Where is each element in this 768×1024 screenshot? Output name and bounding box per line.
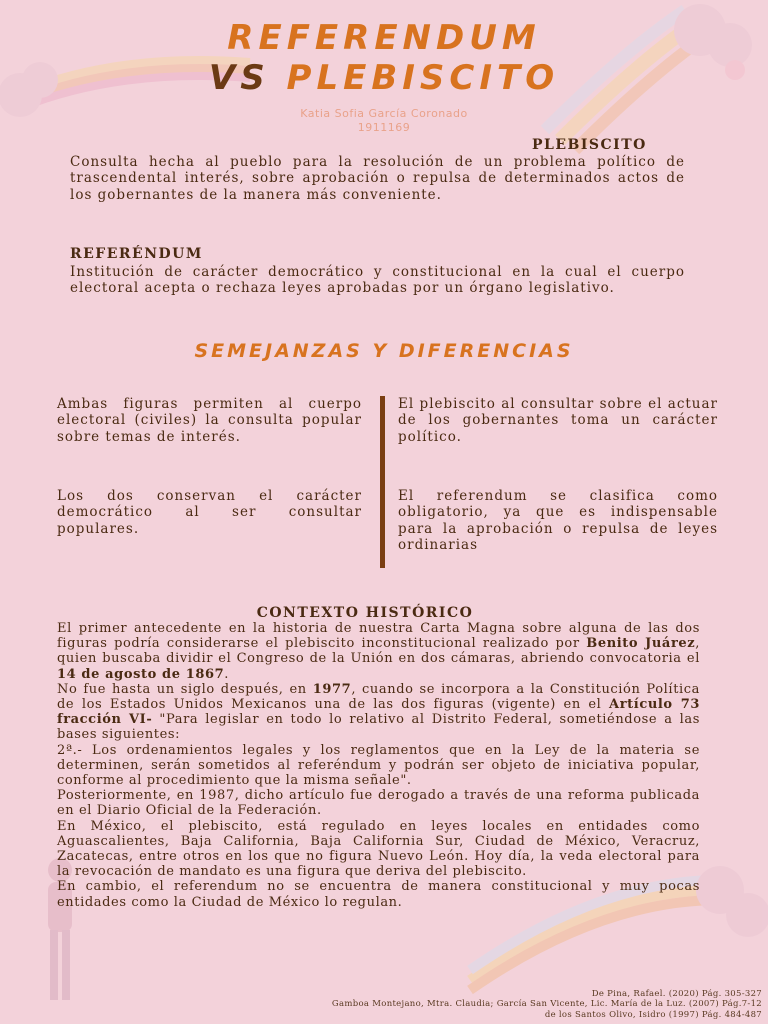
context-text: "Para legislar en todo lo relativo al Distrito Federal, sometiéndose a las bases siguientes: <box>57 712 700 743</box>
context-text: , cuando se incorpora a la Constitución Política de los Estados Unidos Mexicanos una de las dos figuras (vigente) en el <box>57 681 701 713</box>
author-block <box>0 107 768 135</box>
context-paragraph-3: 2ª.- Los ordenamientos legales y los reglamentos que en la Ley de la materia se determinen, serán sometidos al referéndum y podrán ser objeto de iniciativa popular, conforme al procedimiento que la misma señale". <box>57 742 700 789</box>
context-text: El primer antecedente en la historia de nuestra Carta Magna sobre alguna de las dos figuras podría considerarse el plebiscito inconstitucional realizado por <box>57 621 700 652</box>
context-heading: CONTEXTO HISTÓRICO <box>256 605 474 621</box>
plebiscito-heading: PLEBISCITO <box>532 137 647 153</box>
context-paragraph-1 <box>57 621 700 682</box>
context-paragraph-2 <box>57 682 700 743</box>
context-paragraph-4: Posteriormente, en 1987, dicho artículo fue derogado a través de una reforma publicada en el Diario Oficial de la Federación. <box>57 788 700 819</box>
title-referendum: REFERENDUM <box>227 18 541 58</box>
context-paragraph-5: En México, el plebiscito, está regulado en leyes locales en entidades como Aguascalientes, Baja California, Baja California Sur, Ciudad de México, Veracruz, Zacatecas, entre otros en los que no figura Nuevo León. Hoy día, la veda electoral para la revocación de mandato es una figura que deriva del plebiscito. <box>57 818 700 880</box>
column-divider <box>380 396 385 568</box>
similarity-1: Ambas figuras permiten al cuerpo electoral (civiles) la consulta popular sobre temas de interés. <box>57 396 362 445</box>
title-vs: VS <box>208 58 270 98</box>
context-text: . <box>224 666 230 682</box>
article-73: Artículo 73 fracción VI- <box>57 697 700 728</box>
convocation-date: 14 de agosto de 1867 <box>57 666 225 682</box>
reference-3: de los Santos Olivo, Isidro (1997) Pág. 484-487 <box>544 1009 762 1020</box>
context-paragraph-6: En cambio, el referendum no se encuentra de manera constitucional y muy pocas entidades como la Ciudad de México lo regulan. <box>57 879 700 910</box>
context-text: No fue hasta un siglo después, en <box>57 681 313 697</box>
referendum-definition: Institución de carácter democrático y constitucional en la cual el cuerpo electoral acepta o rechaza leyes aprobadas por un órgano legislativo. <box>70 264 685 297</box>
referendum-heading: REFERÉNDUM <box>70 246 203 262</box>
year-1977: 1977 <box>312 681 352 697</box>
reference-1: De Pina, Rafael. (2020) Pág. 305-327 <box>591 988 762 999</box>
plebiscito-definition: Consulta hecha al pueblo para la resolución de un problema político de trascendental interés, sobre aprobación o repulsa de determinados actos de los gobernantes de la manera más conveniente. <box>70 154 685 203</box>
difference-2: El referendum se clasifica como obligatorio, ya que es indispensable para la aprobación o repulsa de leyes ordinarias <box>398 488 718 553</box>
benito-juarez: Benito Juárez <box>586 636 696 652</box>
comparison-heading: SEMEJANZAS Y DIFERENCIAS <box>194 340 574 362</box>
difference-1: El plebiscito al consultar sobre el actuar de los gobernantes toma un carácter político. <box>398 396 718 445</box>
title-vs-plebiscito <box>0 58 768 98</box>
references <box>332 989 762 1021</box>
similarity-2: Los dos conservan el carácter democrático al ser consultar populares. <box>57 488 362 537</box>
historical-context <box>57 621 700 910</box>
reference-2: Gamboa Montejano, Mtra. Claudia; García San Vicente, Lic. María de la Luz. (2007) Pág.7-12 <box>331 999 762 1009</box>
author-name: Katia Sofia García Coronado <box>300 107 468 120</box>
title-plebiscito: PLEBISCITO <box>286 58 560 98</box>
student-id: 1911169 <box>357 121 411 134</box>
context-text: , quien buscaba dividir el Congreso de la Unión en dos cámaras, abriendo convocatoria el <box>57 636 700 667</box>
